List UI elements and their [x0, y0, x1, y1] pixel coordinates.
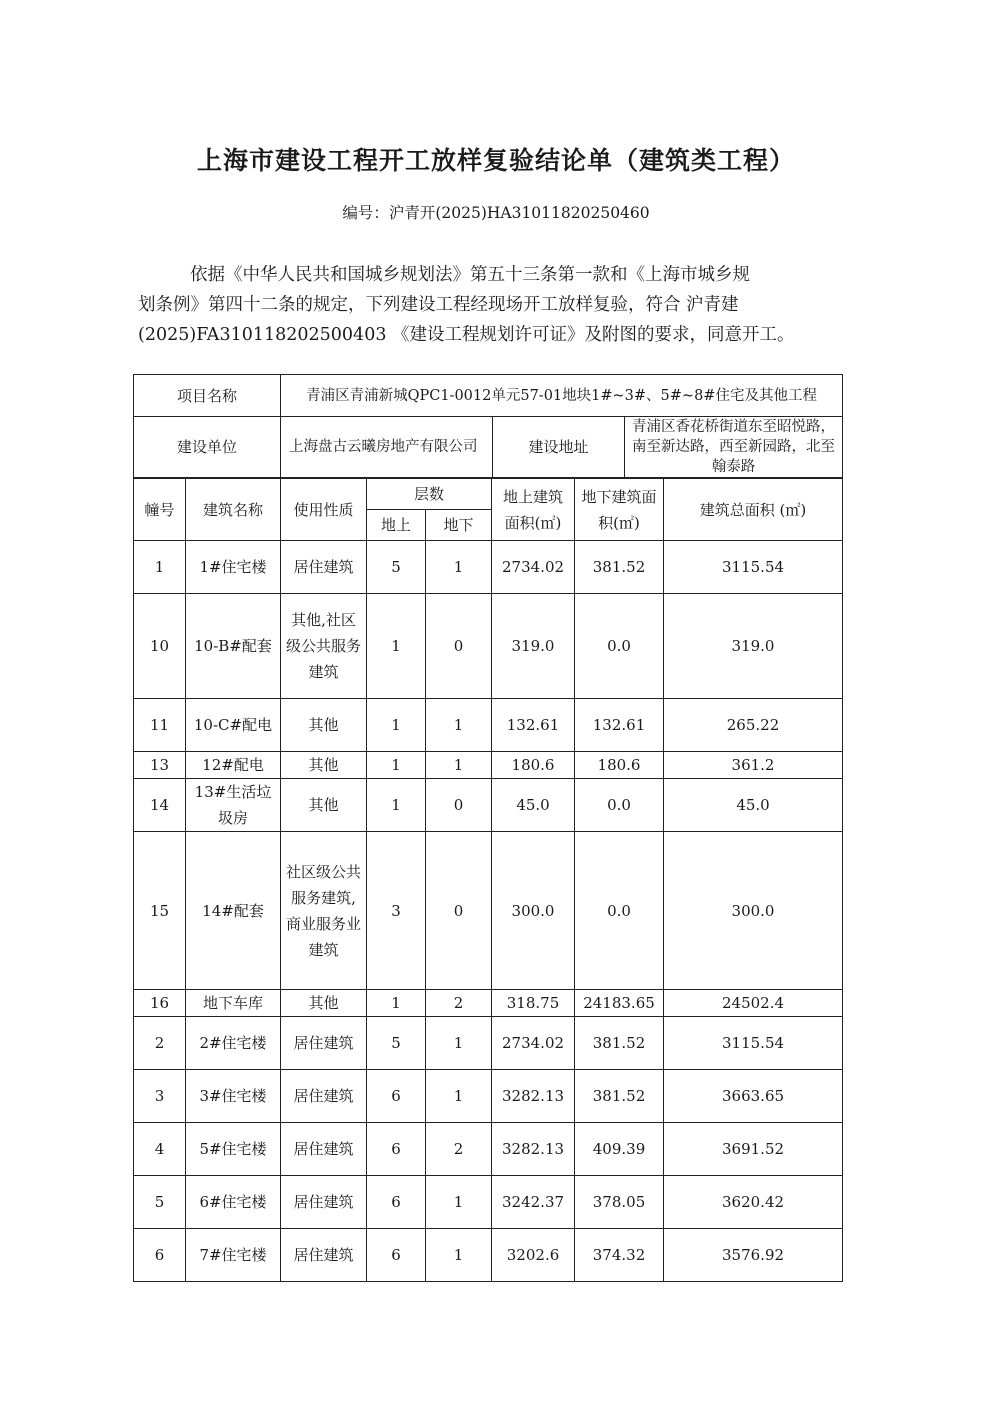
cell-above-area: 2734.02 — [492, 1017, 575, 1070]
cell-above: 6 — [367, 1176, 426, 1229]
project-name-label: 项目名称 — [134, 375, 281, 417]
cell-below-area: 132.61 — [575, 699, 664, 752]
cell-below: 0 — [426, 779, 492, 832]
builder-value: 上海盘古云曦房地产有限公司 — [281, 417, 493, 478]
cell-name: 12#配电 — [186, 752, 281, 779]
cell-above-area: 3202.6 — [492, 1229, 575, 1282]
table-row — [134, 594, 843, 699]
cell-use: 居住建筑 — [281, 541, 367, 594]
table-row — [134, 1070, 843, 1123]
builder-label: 建设单位 — [134, 417, 281, 478]
header-floors: 层数 — [367, 479, 492, 510]
cell-total: 3576.92 — [664, 1229, 843, 1282]
cell-total: 24502.4 — [664, 990, 843, 1017]
cell-above-area: 45.0 — [492, 779, 575, 832]
cell-use: 其他 — [281, 990, 367, 1017]
cell-use: 其他 — [281, 779, 367, 832]
cell-below-area: 24183.65 — [575, 990, 664, 1017]
cell-above: 1 — [367, 594, 426, 699]
cell-above: 3 — [367, 832, 426, 990]
cell-total: 300.0 — [664, 832, 843, 990]
cell-above: 1 — [367, 990, 426, 1017]
approval-paragraph — [138, 260, 845, 350]
cell-name: 2#住宅楼 — [186, 1017, 281, 1070]
table-row — [134, 1017, 843, 1070]
header-name: 建筑名称 — [186, 479, 281, 541]
header-use: 使用性质 — [281, 479, 367, 541]
table-row — [134, 1123, 843, 1176]
cell-below-area: 0.0 — [575, 832, 664, 990]
table-row — [134, 541, 843, 594]
cell-name: 14#配套 — [186, 832, 281, 990]
cell-below: 1 — [426, 699, 492, 752]
table-row — [134, 752, 843, 779]
cell-above: 6 — [367, 1229, 426, 1282]
cell-total: 361.2 — [664, 752, 843, 779]
cell-below-area: 378.05 — [575, 1176, 664, 1229]
cell-below: 2 — [426, 1123, 492, 1176]
header-above-area: 地上建筑面积(㎡) — [492, 479, 575, 541]
cell-below-area: 381.52 — [575, 541, 664, 594]
cell-no: 15 — [134, 832, 186, 990]
cell-below-area: 409.39 — [575, 1123, 664, 1176]
cell-name: 10-C#配电 — [186, 699, 281, 752]
document-number: 编号：沪青开(2025)HA31011820250460 — [342, 204, 650, 222]
cell-above: 5 — [367, 1017, 426, 1070]
table-row — [134, 1229, 843, 1282]
cell-use: 社区级公共服务建筑,商业服务业建筑 — [281, 832, 367, 990]
cell-total: 3620.42 — [664, 1176, 843, 1229]
cell-no: 14 — [134, 779, 186, 832]
header-below-area: 地下建筑面积(㎡) — [575, 479, 664, 541]
cell-no: 1 — [134, 541, 186, 594]
cell-use: 居住建筑 — [281, 1017, 367, 1070]
cell-above-area: 318.75 — [492, 990, 575, 1017]
cell-above: 1 — [367, 752, 426, 779]
cell-above: 6 — [367, 1070, 426, 1123]
address-label: 建设地址 — [493, 417, 625, 478]
paragraph-line-2: 划条例》第四十二条的规定，下列建设工程经现场开工放样复验，符合 沪青建 — [138, 295, 739, 315]
cell-below: 1 — [426, 1017, 492, 1070]
header-total-area: 建筑总面积 (㎡) — [664, 479, 843, 541]
table-row — [134, 779, 843, 832]
cell-total: 3115.54 — [664, 541, 843, 594]
cell-name: 5#住宅楼 — [186, 1123, 281, 1176]
header-above: 地上 — [367, 510, 426, 541]
cell-above-area: 3282.13 — [492, 1123, 575, 1176]
table-row — [134, 990, 843, 1017]
cell-below: 2 — [426, 990, 492, 1017]
paragraph-line-3: (2025)FA310118202500403 《建设工程规划许可证》及附图的要求，同意开工。 — [138, 325, 795, 345]
cell-below: 0 — [426, 594, 492, 699]
cell-no: 4 — [134, 1123, 186, 1176]
cell-no: 2 — [134, 1017, 186, 1070]
cell-below-area: 180.6 — [575, 752, 664, 779]
cell-above: 1 — [367, 779, 426, 832]
cell-above-area: 300.0 — [492, 832, 575, 990]
cell-above: 6 — [367, 1123, 426, 1176]
cell-use: 居住建筑 — [281, 1176, 367, 1229]
cell-below-area: 381.52 — [575, 1070, 664, 1123]
cell-below: 1 — [426, 541, 492, 594]
cell-use: 其他,社区级公共服务建筑 — [281, 594, 367, 699]
cell-use: 其他 — [281, 699, 367, 752]
cell-no: 6 — [134, 1229, 186, 1282]
cell-name: 10-B#配套 — [186, 594, 281, 699]
header-no: 幢号 — [134, 479, 186, 541]
cell-below: 0 — [426, 832, 492, 990]
cell-no: 13 — [134, 752, 186, 779]
cell-total: 3115.54 — [664, 1017, 843, 1070]
cell-name: 7#住宅楼 — [186, 1229, 281, 1282]
cell-name: 1#住宅楼 — [186, 541, 281, 594]
document-title: 上海市建设工程开工放样复验结论单（建筑类工程） — [196, 146, 795, 175]
project-name-value: 青浦区青浦新城QPC1-0012单元57-01地块1#~3#、5#~8#住宅及其他工程 — [281, 375, 843, 417]
cell-use: 居住建筑 — [281, 1070, 367, 1123]
cell-above-area: 3242.37 — [492, 1176, 575, 1229]
cell-no: 10 — [134, 594, 186, 699]
cell-name: 3#住宅楼 — [186, 1070, 281, 1123]
address-value: 青浦区香花桥街道东至昭悦路，南至新达路，西至新园路，北至翰泰路 — [625, 417, 843, 478]
cell-below-area: 381.52 — [575, 1017, 664, 1070]
cell-below: 1 — [426, 1229, 492, 1282]
cell-above-area: 3282.13 — [492, 1070, 575, 1123]
cell-above-area: 132.61 — [492, 699, 575, 752]
cell-use: 居住建筑 — [281, 1229, 367, 1282]
cell-no: 11 — [134, 699, 186, 752]
cell-no: 5 — [134, 1176, 186, 1229]
cell-name: 地下车库 — [186, 990, 281, 1017]
cell-below-area: 0.0 — [575, 779, 664, 832]
cell-above-area: 2734.02 — [492, 541, 575, 594]
table-row — [134, 1176, 843, 1229]
cell-total: 265.22 — [664, 699, 843, 752]
cell-name: 6#住宅楼 — [186, 1176, 281, 1229]
cell-below: 1 — [426, 1070, 492, 1123]
cell-total: 45.0 — [664, 779, 843, 832]
cell-use: 其他 — [281, 752, 367, 779]
cell-above: 5 — [367, 541, 426, 594]
header-below: 地下 — [426, 510, 492, 541]
cell-no: 16 — [134, 990, 186, 1017]
cell-total: 3663.65 — [664, 1070, 843, 1123]
table-row — [134, 699, 843, 752]
cell-above-area: 319.0 — [492, 594, 575, 699]
cell-below: 1 — [426, 752, 492, 779]
cell-below: 1 — [426, 1176, 492, 1229]
building-table — [133, 478, 843, 1282]
project-info-table — [133, 374, 843, 478]
cell-above: 1 — [367, 699, 426, 752]
cell-below-area: 374.32 — [575, 1229, 664, 1282]
paragraph-line-1: 依据《中华人民共和国城乡规划法》第五十三条第一款和《上海市城乡规 — [190, 265, 750, 285]
table-row — [134, 832, 843, 990]
cell-name: 13#生活垃圾房 — [186, 779, 281, 832]
cell-below-area: 0.0 — [575, 594, 664, 699]
cell-no: 3 — [134, 1070, 186, 1123]
cell-total: 319.0 — [664, 594, 843, 699]
cell-above-area: 180.6 — [492, 752, 575, 779]
cell-use: 居住建筑 — [281, 1123, 367, 1176]
cell-total: 3691.52 — [664, 1123, 843, 1176]
